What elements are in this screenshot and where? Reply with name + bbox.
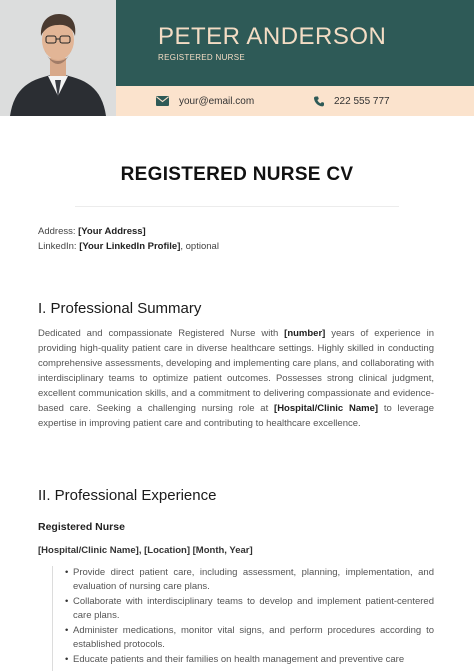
job-meta: [Hospital/Clinic Name], [Location] [Month, Year] xyxy=(38,545,253,556)
name-band xyxy=(116,0,474,86)
phone-contact[interactable] xyxy=(314,86,390,116)
list-item: • Educate patients and their families on health management and preventive care xyxy=(65,653,434,667)
person-portrait-icon xyxy=(0,0,116,116)
summary-heading: I. Professional Summary xyxy=(38,300,202,317)
job-title: Registered Nurse xyxy=(38,521,125,533)
summary-paragraph xyxy=(38,326,434,431)
candidate-role: REGISTERED NURSE xyxy=(158,53,246,62)
email-contact[interactable] xyxy=(156,86,254,116)
linkedin-line xyxy=(38,241,219,252)
title-divider xyxy=(75,206,399,207)
linkedin-label: LinkedIn: xyxy=(38,241,77,252)
envelope-icon xyxy=(156,96,169,106)
address-line xyxy=(38,226,146,237)
contact-band xyxy=(116,86,474,116)
summary-years-placeholder: [number] xyxy=(284,328,326,339)
list-item: • Administer medications, monitor vital signs, and perform procedures according to established protocols. xyxy=(65,624,434,652)
phone-text: 222 555 777 xyxy=(334,95,390,107)
responsibilities-list xyxy=(52,566,434,671)
summary-hospital-placeholder: [Hospital/Clinic Name] xyxy=(274,403,379,414)
list-item: • Provide direct patient care, including assessment, planning, implementation, and evaluation of nursing care plans. xyxy=(65,566,434,594)
profile-photo xyxy=(0,0,116,116)
cv-header xyxy=(0,0,474,116)
experience-heading: II. Professional Experience xyxy=(38,487,217,504)
address-label: Address: xyxy=(38,226,76,237)
summary-text: Dedicated and compassionate Registered Nurse with xyxy=(38,328,285,339)
document-title: REGISTERED NURSE CV xyxy=(120,164,354,185)
linkedin-value: [Your LinkedIn Profile] xyxy=(79,241,181,252)
address-value: [Your Address] xyxy=(78,226,146,237)
linkedin-suffix: , optional xyxy=(180,241,219,252)
email-text: your@email.com xyxy=(179,95,255,107)
candidate-name: PETER ANDERSON xyxy=(158,23,387,50)
list-item: • Collaborate with interdisciplinary teams to develop and implement patient-centered care plans. xyxy=(65,595,434,623)
summary-text: years of experience in providing high-quality patient care in diverse healthcare settings. Highly skilled in conducting comprehensive assessments, developing and implementing care plans, and collaborating with interdisciplinary teams to optimize patient outcomes. Possesses strong clinical judgment, excellent communication skills, and a commitment to delivering compassionate and evidence-based care. Seeking a challenging nursing role at xyxy=(38,328,434,414)
phone-icon xyxy=(314,96,324,107)
summary-text: to leverage expertise in improving patient care and contributing to healthcare excellence. xyxy=(38,403,434,429)
